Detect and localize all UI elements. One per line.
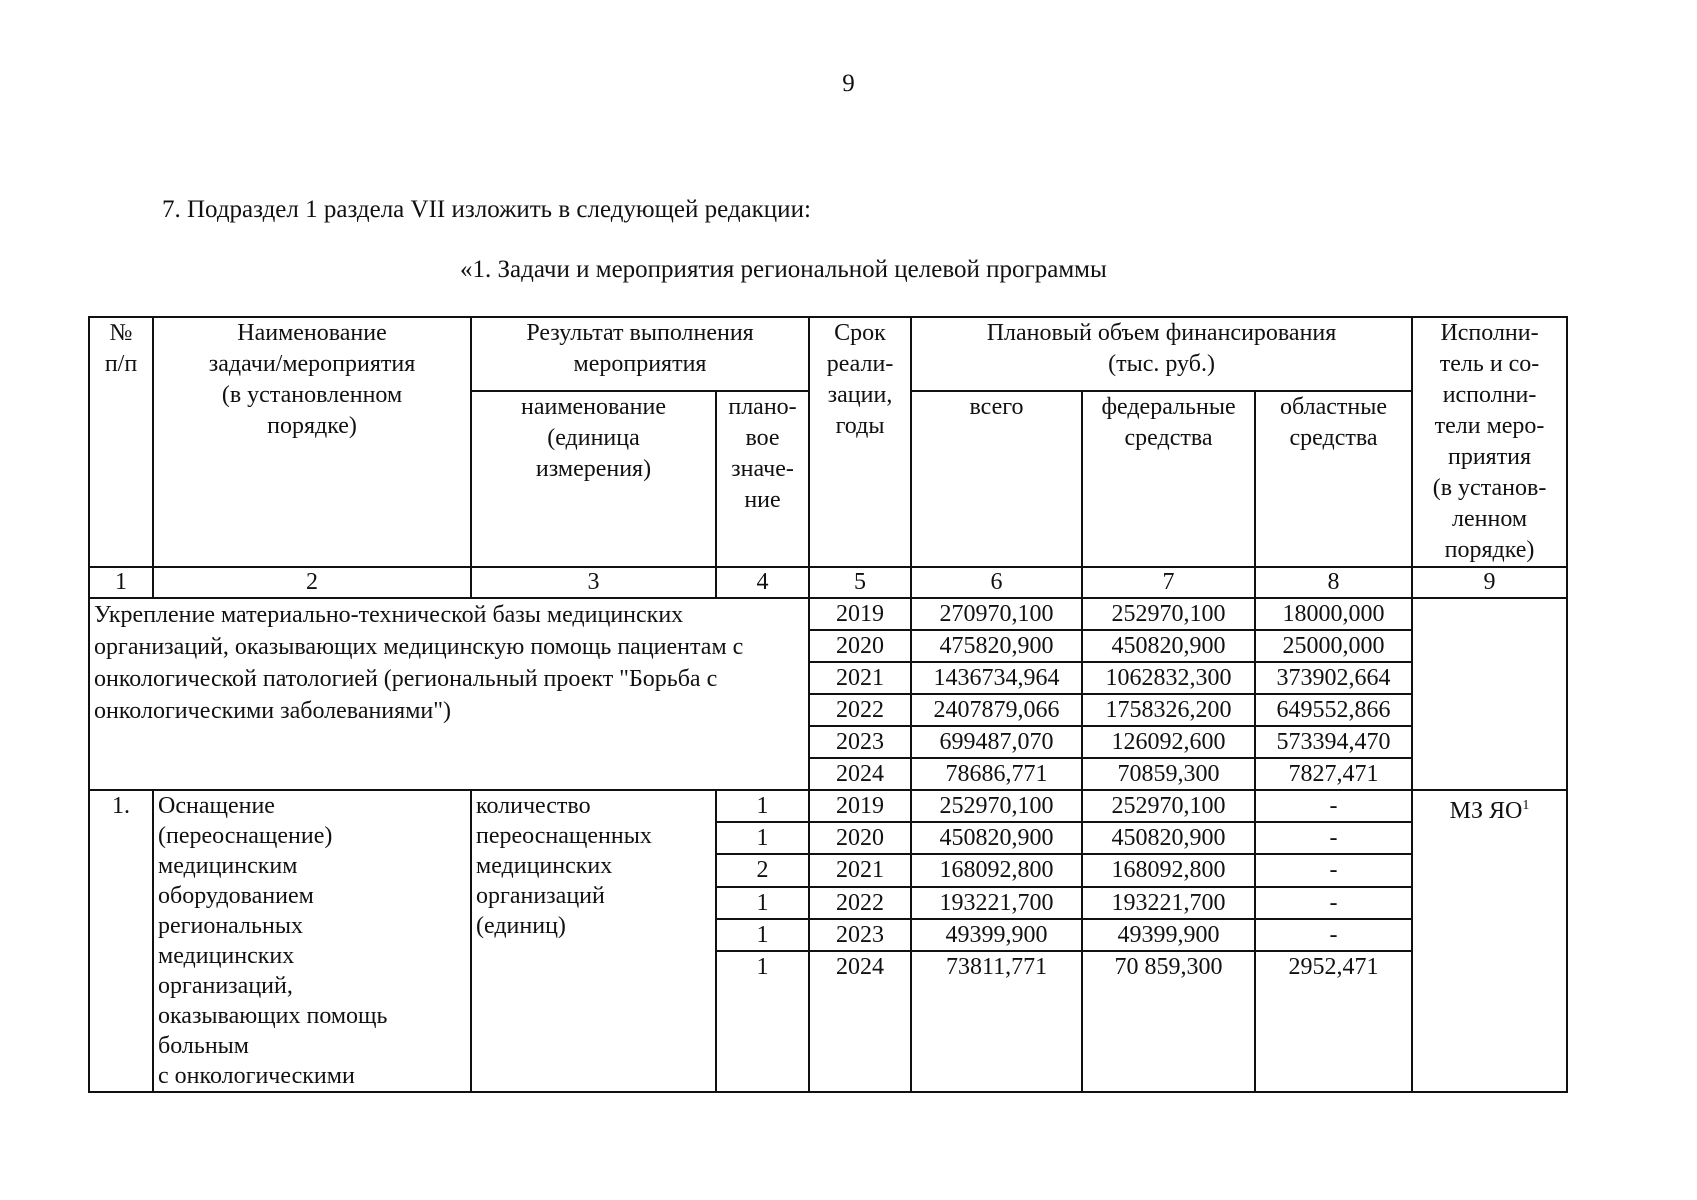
intro-text: 7. Подраздел 1 раздела VII изложить в следующей редакции: (162, 196, 811, 223)
header-total: всего (911, 391, 1082, 567)
measure-result-name: количество переоснащенных медицинских организаций (единиц) (471, 790, 716, 1092)
column-number: 8 (1255, 567, 1412, 598)
header-executor: Исполни- тель и со- исполни- тели меро- приятия (в установ- ленном порядке) (1412, 317, 1567, 567)
task-federal: 126092,600 (1082, 726, 1255, 758)
column-number: 1 (89, 567, 153, 598)
measure-year: 2024 (809, 951, 911, 1092)
measure-row (89, 790, 1567, 822)
measure-plan: 1 (716, 822, 809, 854)
header-result-name: наименование (единица измерения) (471, 391, 716, 567)
task-total: 1436734,964 (911, 662, 1082, 694)
measure-executor (1412, 790, 1567, 1092)
task-regional: 18000,000 (1255, 598, 1412, 630)
header-federal: федеральные средства (1082, 391, 1255, 567)
program-table (88, 316, 1568, 1093)
measure-federal: 70 859,300 (1082, 951, 1255, 1092)
task-federal: 1758326,200 (1082, 694, 1255, 726)
task-regional: 373902,664 (1255, 662, 1412, 694)
measure-plan: 1 (716, 919, 809, 951)
task-total: 699487,070 (911, 726, 1082, 758)
column-number: 6 (911, 567, 1082, 598)
measure-federal: 49399,900 (1082, 919, 1255, 951)
measure-year: 2020 (809, 822, 911, 854)
header-term: Срок реали- зации, годы (809, 317, 911, 567)
measure-plan: 1 (716, 951, 809, 1092)
measure-total: 168092,800 (911, 854, 1082, 886)
column-number: 4 (716, 567, 809, 598)
measure-total: 450820,900 (911, 822, 1082, 854)
column-number: 2 (153, 567, 471, 598)
task-row (89, 598, 1567, 630)
page-number: 9 (842, 70, 855, 97)
header-num: № п/п (89, 317, 153, 567)
measure-regional: - (1255, 822, 1412, 854)
task-total: 475820,900 (911, 630, 1082, 662)
measure-total: 73811,771 (911, 951, 1082, 1092)
task-year: 2019 (809, 598, 911, 630)
measure-year: 2021 (809, 854, 911, 886)
task-year: 2022 (809, 694, 911, 726)
measure-num: 1. (89, 790, 153, 1092)
measure-federal: 252970,100 (1082, 790, 1255, 822)
task-federal: 450820,900 (1082, 630, 1255, 662)
section-title: «1. Задачи и мероприятия региональной целевой программы (460, 256, 1107, 283)
measure-federal: 193221,700 (1082, 887, 1255, 919)
header-result-plan: плано- вое значе- ние (716, 391, 809, 567)
header-name: Наименование задачи/мероприятия (в установленном порядке) (153, 317, 471, 567)
measure-name: Оснащение (переоснащение) медицинским оборудованием региональных медицинских организаций, оказывающих помощь больным с онкологическими (153, 790, 471, 1092)
measure-plan: 2 (716, 854, 809, 886)
task-regional: 7827,471 (1255, 758, 1412, 790)
task-federal: 70859,300 (1082, 758, 1255, 790)
executor-footnote-mark: 1 (1522, 798, 1530, 813)
task-regional: 25000,000 (1255, 630, 1412, 662)
measure-regional: - (1255, 854, 1412, 886)
task-year: 2024 (809, 758, 911, 790)
column-number: 7 (1082, 567, 1255, 598)
column-number: 9 (1412, 567, 1567, 598)
task-regional: 649552,866 (1255, 694, 1412, 726)
task-name: Укрепление материально-технической базы медицинских организаций, оказывающих медицинскую помощь пациентам с онкологической патологией (региональный проект "Борьба с онкологическими заболеваниями") (89, 598, 809, 790)
header-finance: Плановый объем финансирования (тыс. руб.) (911, 317, 1412, 391)
measure-year: 2023 (809, 919, 911, 951)
measure-total: 193221,700 (911, 887, 1082, 919)
task-year: 2023 (809, 726, 911, 758)
measure-regional: - (1255, 790, 1412, 822)
task-total: 270970,100 (911, 598, 1082, 630)
measure-regional: - (1255, 919, 1412, 951)
measure-year: 2022 (809, 887, 911, 919)
measure-regional: - (1255, 887, 1412, 919)
task-year: 2020 (809, 630, 911, 662)
measure-plan: 1 (716, 790, 809, 822)
column-number: 5 (809, 567, 911, 598)
executor-label: МЗ ЯО (1449, 798, 1523, 824)
measure-total: 49399,900 (911, 919, 1082, 951)
measure-total: 252970,100 (911, 790, 1082, 822)
measure-federal: 168092,800 (1082, 854, 1255, 886)
measure-year: 2019 (809, 790, 911, 822)
task-regional: 573394,470 (1255, 726, 1412, 758)
measure-regional: 2952,471 (1255, 951, 1412, 1092)
task-federal: 252970,100 (1082, 598, 1255, 630)
header-regional: областные средства (1255, 391, 1412, 567)
task-year: 2021 (809, 662, 911, 694)
task-total: 78686,771 (911, 758, 1082, 790)
column-number: 3 (471, 567, 716, 598)
measure-plan: 1 (716, 887, 809, 919)
task-total: 2407879,066 (911, 694, 1082, 726)
task-federal: 1062832,300 (1082, 662, 1255, 694)
header-result: Результат выполнения мероприятия (471, 317, 809, 391)
task-executor (1412, 598, 1567, 790)
column-number-row (89, 567, 1567, 598)
measure-federal: 450820,900 (1082, 822, 1255, 854)
